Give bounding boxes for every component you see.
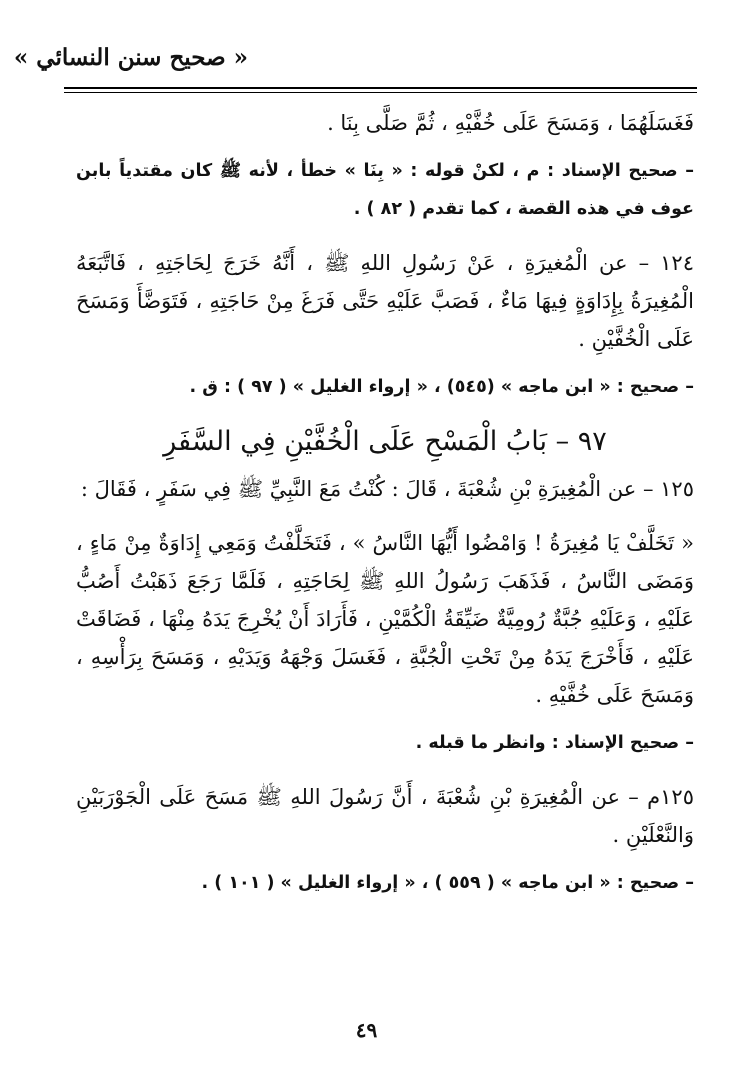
spacer	[76, 142, 694, 152]
spacer	[76, 508, 694, 524]
page-number: ٤٩	[355, 1018, 378, 1042]
spacer	[76, 406, 694, 416]
spacer	[76, 358, 694, 368]
chapter-heading: ٩٧ – بَابُ الْمَسْحِ عَلَى الْخُفَّيْنِ فِي السَّفَرِ	[163, 426, 607, 457]
hadith-125m-text: ١٢٥م – عن الْمُغِيرَةِ بْنِ شُعْبَةَ ، أَنَّ رَسُولَ اللهِ ﷺ مَسَحَ عَلَى الْجَوْرَبَيْنِ وَالنَّعْلَيْنِ .	[76, 785, 694, 847]
running-header-title: « صحيح سنن النسائي »	[13, 44, 248, 71]
grading-note: – صحيح الإسناد : م ، لكنْ قوله : « بِنَا » خطأ ، لأنه ﷺ كان مقتدياً بابن عوف في هذه القصة ، كما تقدم ( ٨٢ ) .	[76, 161, 694, 219]
header-divider	[64, 87, 697, 93]
hadith-124-text: ١٢٤ – عن الْمُغيرَةِ ، عَنْ رَسُولِ اللهِ ﷺ ، أَنَّهُ خَرَجَ لِحَاجَتِهِ ، فَاتَّبَعَهُ الْمُغِيرَةُ بِإِدَاوَةٍ فِيهَا مَاءٌ ، فَصَبَّ عَلَيْهِ حَتَّى فَرَغَ مِنْ حَاجَتِهِ ، فَتَوَضَّأَ وَمَسَحَ عَلَى الْخُفَّيْنِ .	[76, 251, 694, 351]
page-content	[76, 104, 694, 902]
hadith-125-text: « تَخَلَّفْ يَا مُغِيرَةُ ! وَامْضُوا أَيُّهَا النَّاسُ » ، فَتَخَلَّفْتُ وَمَعِي إِدَاوَةٌ مِنْ مَاءٍ ، وَمَضَى النَّاسُ ، فَذَهَبَ رَسُولُ اللهِ ﷺ لِحَاجَتِهِ ، فَلَمَّا رَجَعَ ذَهَبْتُ أَصُبُّ عَلَيْهِ ، وَعَلَيْهِ جُبَّةٌ رُومِيَّةٌ ضَيِّقَةُ الْكُمَّيْنِ ، فَأَرَادَ أَنْ يُخْرِجَ يَدَهُ مِنْهَا ، فَضَاقَتْ عَلَيْهِ ، فَأَخْرَجَ يَدَهُ مِنْ تَحْتِ الْجُبَّةِ ، فَغَسَلَ وَجْهَهُ وَيَدَيْهِ ، وَمَسَحَ بِرَأْسِهِ ، وَمَسَحَ عَلَى خُفَّيْهِ .	[76, 531, 694, 707]
spacer	[76, 228, 694, 244]
hadith-continuation-text: فَغَسَلَهُمَا ، وَمَسَحَ عَلَى خُفَّيْهِ ، ثُمَّ صَلَّى بِنَا .	[327, 111, 694, 135]
hadith-125-grading: – صحيح الإسناد : وانظر ما قبله .	[415, 733, 694, 753]
hadith-125m-grading: – صحيح : « ابن ماجه » ( ٥٥٩ ) ، « إرواء الغليل » ( ١٠١ ) .	[201, 873, 694, 893]
spacer	[76, 762, 694, 778]
spacer	[76, 854, 694, 864]
hadith-124-grading: – صحيح : « ابن ماجه » (٥٤٥) ، « إرواء الغليل » ( ٩٧ ) : ق .	[189, 377, 694, 397]
hadith-125-intro: ١٢٥ – عن الْمُغِيرَةِ بْنِ شُعْبَةَ ، قَالَ : كُنْتُ مَعَ النَّبِيِّ ﷺ فِي سَفَرٍ ، فَقَالَ :	[80, 477, 694, 501]
spacer	[76, 714, 694, 724]
